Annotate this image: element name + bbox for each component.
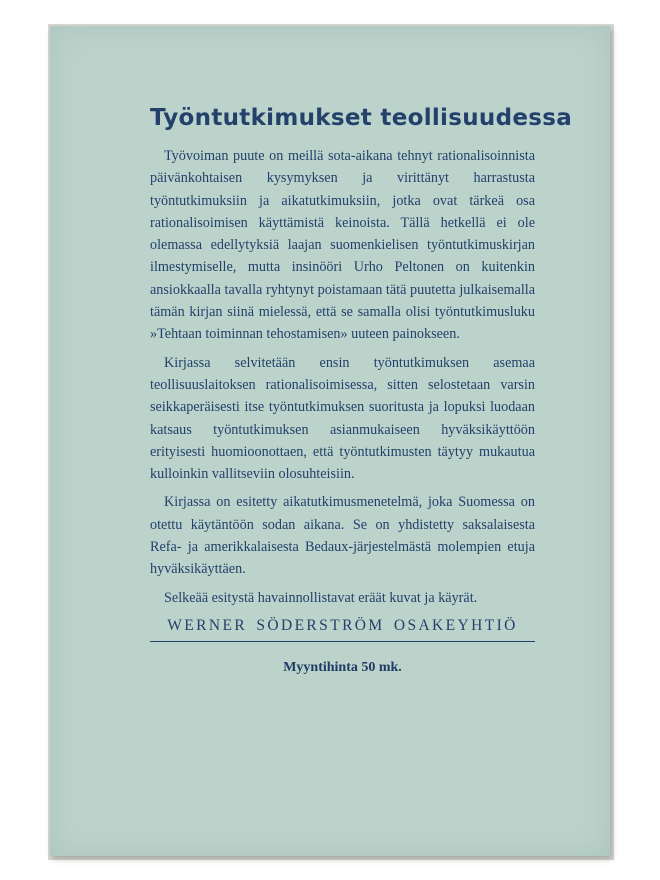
paragraph-intro: Työvoiman puute on meillä sota-aikana tehnyt rationalisoinnista päivänkohtaisen kysymyksen ja virittänyt harrastusta työntutkimuksiin ja aikatutkimuksiin, jotka ovat tärkeä osa rationalisoimisen käyttämistä keinoista. Tällä hetkellä ei ole olemassa edellytyksiä laajan suomenkielisen työntutkimuskirjan ilmestymiselle, mutta insinööri Urho Peltonen on kuitenkin ansiokkaalla tavalla ryhtynyt poistamaan tätä puutetta julkaisemalla tämän kirjan siinä mielessä, että se samalla olisi työntutkimusluku »Tehtaan toiminnan tehostamisen» uuteen painokseen. [150,148,535,343]
paragraph-method: Kirjassa on esitetty aikatutkimusmenetelmä, joka Suomessa on otettu käytäntöön sodan aikana. Se on yhdistetty saksalaisesta Refa- ja amerikkalaisesta Bedaux-järjestelmästä molempien etuja hyväksikäyttäen. [150,494,535,578]
paragraph-illustrations: Selkeää esitystä havainnollistavat eräät kuvat ja käyrät. [164,589,478,606]
price-label: Myyntihinta 50 mk. [283,659,402,675]
book-title: Työntutkimukset teollisuudessa [150,105,573,131]
paragraph-contents: Kirjassa selvitetään ensin työntutkimuksen asemaa teollisuuslaitoksen rationalisoimisessa, sitten selostetaan varsin seikkaperäisesti itse työntutkimuksen suoritusta ja lopuksi luodaan katsaus työntutkimuksen asianmukaiseen hyväksikäyttöön erityisesti huomioonottaen, että työntutkimusten täytyy mukautua kulloinkin vallitseviin olosuhteisiin. [150,354,535,483]
cover-text-block [150,105,573,676]
publisher-name: WERNER SÖDERSTRÖM OSAKEYHTIÖ [150,617,535,642]
